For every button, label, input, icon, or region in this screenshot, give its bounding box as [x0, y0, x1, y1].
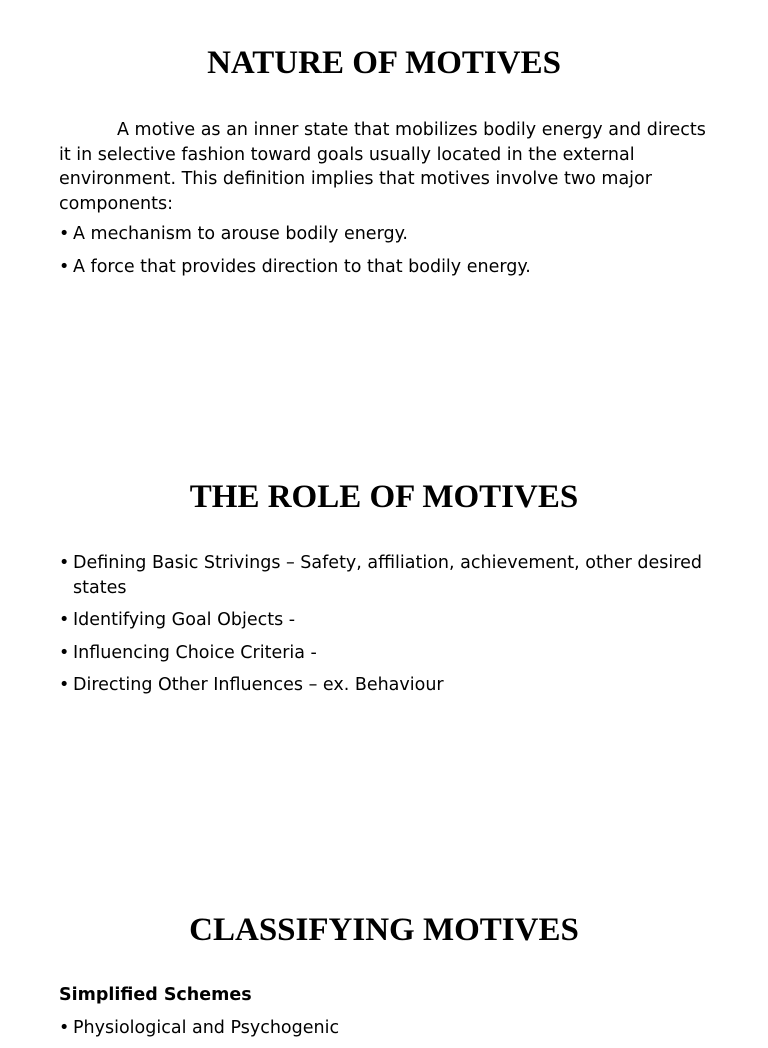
list-item — [59, 641, 719, 666]
bullet-text: Physiological and Psychogenic — [73, 1017, 340, 1038]
section-title: THE ROLE OF MOTIVES — [189, 479, 579, 515]
list-item — [59, 551, 719, 600]
bullet-icon: • — [59, 553, 70, 573]
bullet-text: Identifying Goal Objects - — [73, 610, 296, 630]
list-item — [59, 673, 719, 698]
bullet-text: A force that provides direction to that bodily energy. — [73, 256, 531, 277]
section-title: CLASSIFYING MOTIVES — [189, 912, 579, 948]
section-body — [59, 983, 719, 1048]
section-body — [59, 551, 719, 706]
list-item — [59, 608, 719, 633]
list-item — [59, 222, 719, 247]
bullet-text: Directing Other Influences – ex. Behaviour — [73, 675, 444, 695]
bullet-icon: • — [59, 256, 70, 277]
bullet-text: Defining Basic Strivings – Safety, affiliation, achievement, other desired states — [73, 553, 702, 598]
bullet-icon: • — [59, 642, 70, 663]
list-item — [59, 255, 719, 280]
paragraph: A motive as an inner state that mobilizes bodily energy and directs it in selective fashion toward goals usually located in the external environment. This definition implies that motives involve two major components: — [59, 120, 706, 214]
bullet-icon: • — [59, 224, 70, 244]
bullet-list — [59, 1016, 719, 1041]
list-item — [59, 1016, 719, 1041]
bullet-text: A mechanism to arouse bodily energy. — [73, 224, 408, 244]
bullet-icon: • — [59, 675, 70, 695]
slide-nature-of-motives — [0, 0, 768, 340]
subheading: Simplified Schemes — [59, 985, 252, 1005]
bullet-text: Influencing Choice Criteria - — [73, 642, 317, 663]
section-title: NATURE OF MOTIVES — [207, 45, 561, 81]
bullet-icon: • — [59, 1017, 70, 1038]
bullet-icon: • — [59, 610, 70, 630]
bullet-list — [59, 222, 719, 279]
section-body — [59, 118, 719, 287]
bullet-list — [59, 551, 719, 698]
